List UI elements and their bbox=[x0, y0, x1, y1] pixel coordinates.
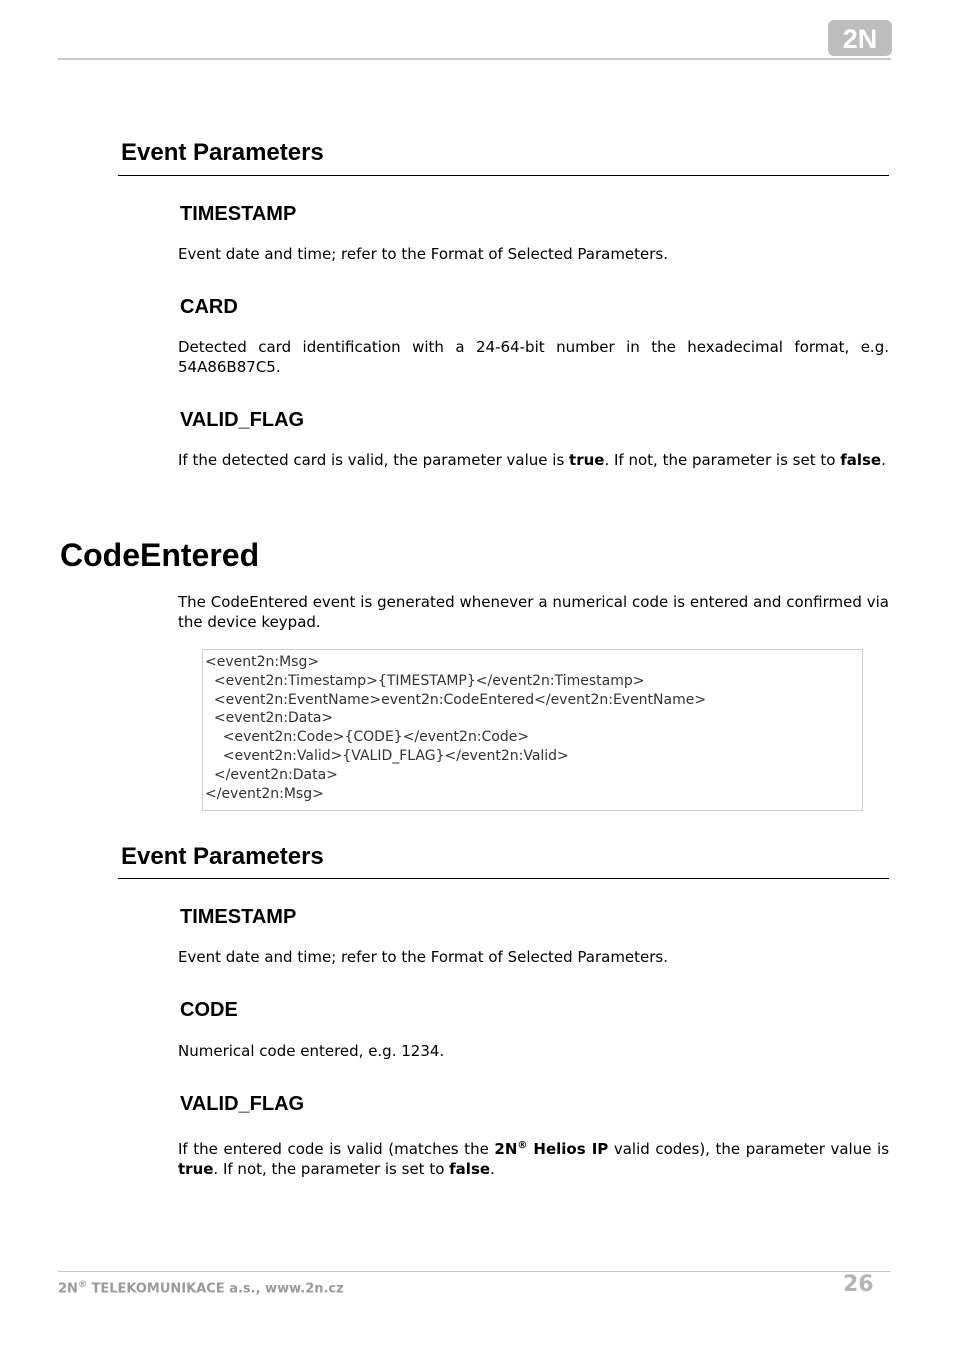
code-line: </event2n:Data> bbox=[205, 766, 338, 783]
code-line: </event2n:Msg> bbox=[205, 785, 324, 802]
xml-code-block bbox=[202, 649, 863, 811]
param-desc-code: Numerical code entered, e.g. 1234. bbox=[178, 1042, 445, 1060]
section-heading-event-parameters: Event Parameters bbox=[121, 843, 324, 870]
svg-text:2N: 2N bbox=[842, 24, 878, 54]
section-heading-rule bbox=[118, 878, 889, 879]
code-line: <event2n:Valid>{VALID_FLAG}</event2n:Valid> bbox=[205, 747, 569, 764]
section-heading-event-parameters: Event Parameters bbox=[121, 139, 324, 166]
param-heading-valid-flag: VALID_FLAG bbox=[180, 409, 305, 431]
footer-rule bbox=[58, 1271, 891, 1272]
param-heading-valid-flag: VALID_FLAG bbox=[180, 1093, 305, 1115]
code-entered-intro: The CodeEntered event is generated whenever a numerical code is entered and confirmed via the device keypad. bbox=[178, 593, 889, 631]
code-line: <event2n:Timestamp>{TIMESTAMP}</event2n:Timestamp> bbox=[205, 672, 645, 689]
page-title-code-entered: CodeEntered bbox=[60, 537, 260, 573]
param-desc-valid-flag: If the entered code is valid (matches the 2N® Helios IP valid codes), the parameter value is true. If not, the parameter is set to false. bbox=[178, 1140, 890, 1178]
section-heading-rule bbox=[118, 175, 889, 176]
code-line: <event2n:EventName>event2n:CodeEntered</event2n:EventName> bbox=[205, 691, 707, 708]
param-desc-valid-flag: If the detected card is valid, the parameter value is true. If not, the parameter is set to false. bbox=[178, 451, 886, 469]
page-number: 26 bbox=[843, 1272, 874, 1297]
param-heading-card: CARD bbox=[180, 296, 238, 318]
code-line: <event2n:Msg> bbox=[205, 654, 320, 670]
param-desc-card: Detected card identification with a 24-64-bit number in the hexadecimal format, e.g. 54A86B87C5. bbox=[178, 338, 889, 376]
code-line: <event2n:Data> bbox=[205, 710, 334, 727]
code-line: <event2n:Code>{CODE}</event2n:Code> bbox=[205, 729, 530, 746]
param-heading-timestamp: TIMESTAMP bbox=[180, 203, 297, 225]
footer-company: 2N® TELEKOMUNIKACE a.s., www.2n.cz bbox=[58, 1280, 344, 1297]
param-desc-timestamp: Event date and time; refer to the Format of Selected Parameters. bbox=[178, 948, 669, 966]
2n-logo bbox=[828, 20, 892, 56]
param-desc-timestamp: Event date and time; refer to the Format of Selected Parameters. bbox=[178, 245, 669, 263]
header-rule bbox=[58, 58, 891, 60]
param-heading-code: CODE bbox=[180, 999, 238, 1021]
param-heading-timestamp: TIMESTAMP bbox=[180, 906, 297, 928]
